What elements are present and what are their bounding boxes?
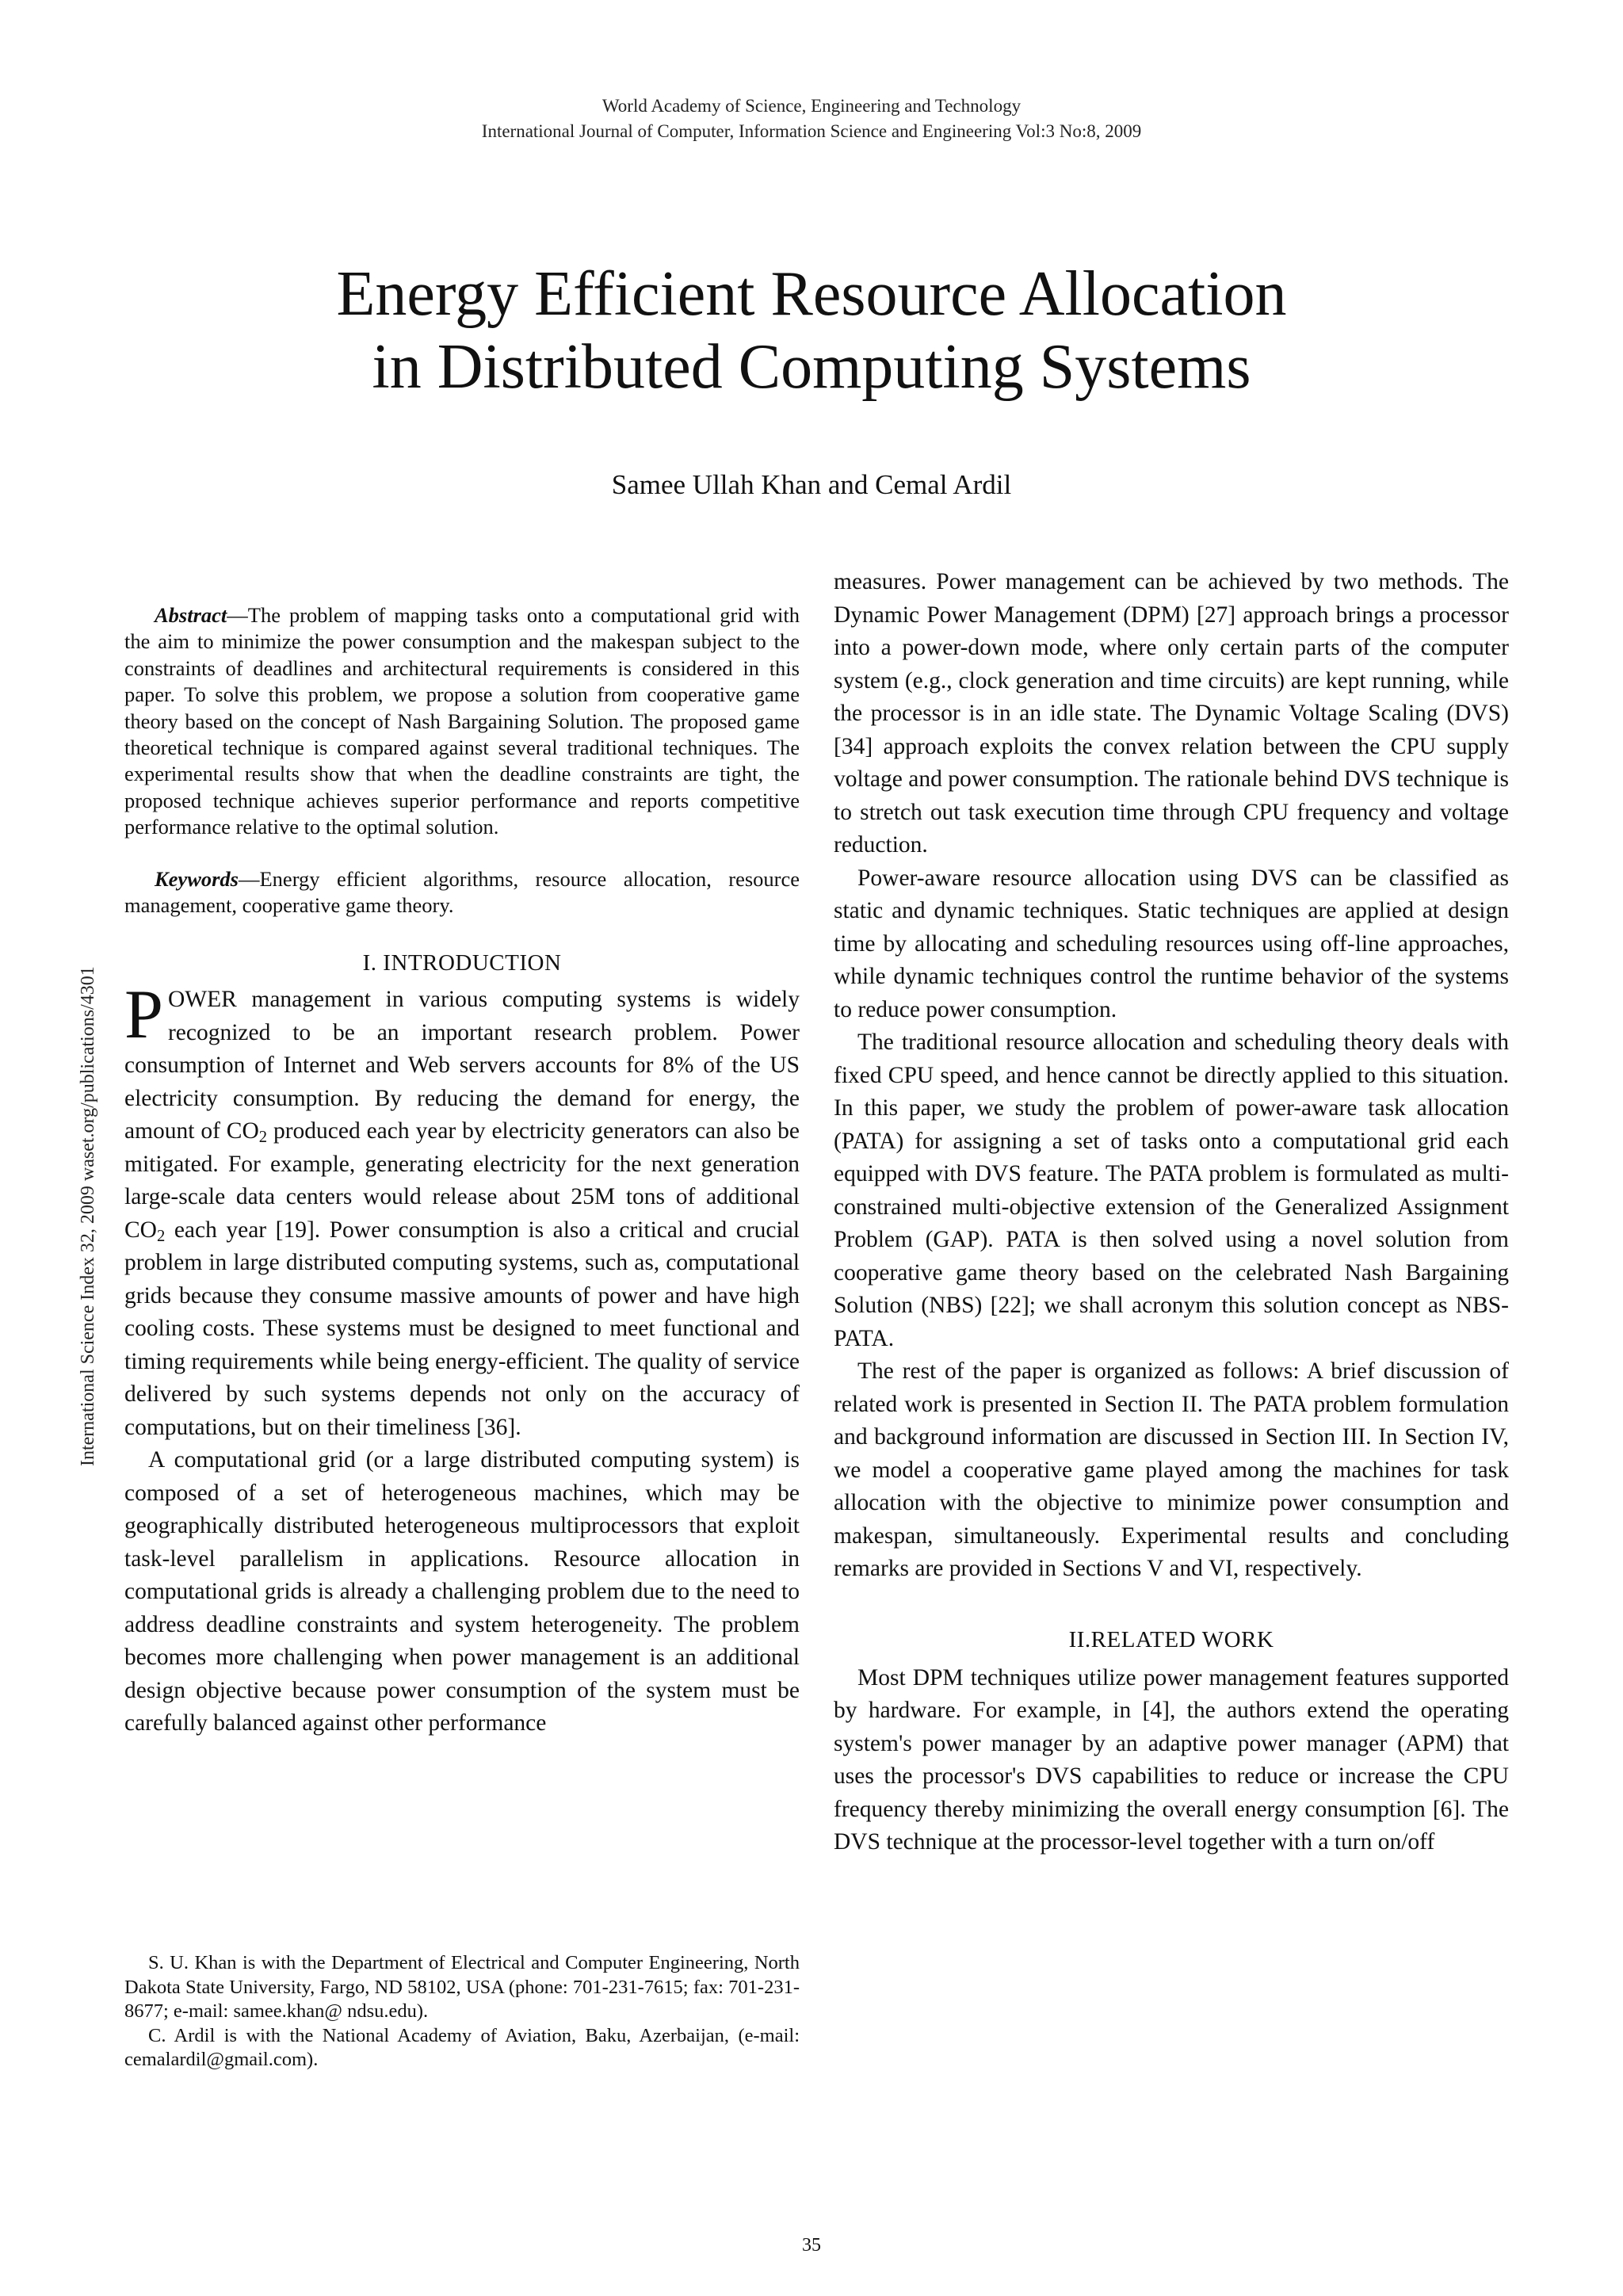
introduction-body — [124, 976, 800, 1740]
footnote-ardil: C. Ardil is with the National Academy of Aviation, Baku, Azerbaijan, (e-mail: cemalardil@gmail.com). — [124, 2024, 800, 2070]
title-line-1: Energy Efficient Resource Allocation — [336, 259, 1287, 329]
abstract-lead: Abstract — [155, 603, 227, 627]
right-paragraph-3: The rest of the paper is organized as follows: A brief discussion of related work is presented in Section II. The PATA problem formulation and background information are discussed in Section III. In Section IV, we model a cooperative game played among the machines for task allocation with the objective to minimize power consumption and makespan, simultaneously. Experimental results and concluding remarks are provided in Sections V and VI, respectively. — [834, 1358, 1509, 1581]
left-column — [124, 602, 800, 1740]
side-index-label: International Science Index 32, 2009 waset.org/publications/4301 — [78, 966, 98, 1466]
page-number: 35 — [802, 2235, 821, 2256]
section-heading-introduction: I. INTRODUCTION — [362, 950, 562, 976]
right-paragraph-1: Power-aware resource allocation using DVS can be classified as static and dynamic techniques. Static techniques are applied at design time by allocating and scheduling resources using off-line approaches, while dynamic techniques control the runtime behavior of the systems to reduce power consumption. — [834, 865, 1509, 1022]
right-column — [834, 566, 1509, 1859]
keywords-text: Energy efficient algorithms, resource allocation, resource management, cooperative game theory. — [124, 866, 800, 918]
intro-paragraph-1: POWER management in various computing systems is widely recognized to be an important research problem. Power consumption of Internet and Web servers accounts for 8% of the US electricity consumption. By reducing the demand for energy, the amount of $CO_2$ produced each year by electricity generators can also be mitigated. For example, generating electricity for the next generation large-scale data centers would release about 25M tons of additional $CO_2$ each year [19]. Power consumption is also a critical and crucial problem in large distributed computing systems, such as, computational grids because they consume massive amounts of power and have high cooling costs. These systems must be designed to meet functional and timing requirements while being energy-efficient. The quality of service delivered by such systems depends not only on the accuracy of computations, but on their timeliness [36]. — [124, 976, 800, 1440]
right-paragraph-2: The traditional resource allocation and scheduling theory deals with fixed CPU speed, and hence cannot be directly applied to this situation. In this paper, we study the problem of power-aware task allocation (PATA) for assigning a set of tasks onto a computational grid each equipped with DVS feature. The PATA problem is formulated as multi-constrained multi-objective extension of the Generalized Assignment Problem (GAP). PATA is then solved using a novel solution from cooperative game theory based on the celebrated Nash Bargaining Solution (NBS) [22]; we shall acronym this solution concept as NBS-PATA. — [834, 1030, 1509, 1351]
related-work-paragraph-1: Most DPM techniques utilize power management features supported by hardware. For example, in [4], the authors extend the operating system's power manager by an adaptive power manager (APM) that uses the processor's DVS capabilities to reduce or increase the CPU frequency thereby minimizing the overall energy consumption [6]. The DVS technique at the processor-level together with a turn on/off — [834, 1664, 1509, 1855]
keywords-lead: Keywords — [155, 866, 239, 891]
section-heading-related-work: II.RELATED WORK — [1068, 1626, 1274, 1652]
abstract — [124, 602, 800, 841]
keywords — [124, 866, 800, 919]
abstract-dash: — — [227, 603, 248, 627]
journal-header — [0, 94, 1623, 144]
footnotes — [124, 1951, 800, 2073]
footnote-khan: S. U. Khan is with the Department of Electrical and Computer Engineering, North Dakota State University, Fargo, ND 58102, USA (phone: 701-231-7615; fax: 701-231-8677; e-mail: samee.khan@ ndsu.edu). — [124, 1952, 800, 2022]
keywords-dash: — — [239, 866, 260, 891]
intro-paragraph-2: A computational grid (or a large distributed computing system) is composed of a set of heterogeneous machines, which may be geographically distributed heterogeneous multiprocessors that exploit task-level parallelism in applications. Resource allocation in computational grids is already a challenging problem due to the need to address deadline constraints and system heterogeneity. The problem becomes more challenging when power management is an additional design objective because power consumption of the system must be carefully balanced against other performance — [124, 1447, 800, 1736]
drop-cap: P — [124, 976, 163, 1054]
header-line-1: World Academy of Science, Engineering and Technology — [601, 96, 1022, 116]
paper-title — [0, 258, 1623, 403]
right-paragraph-0: measures. Power management can be achieved by two methods. The Dynamic Power Management (DPM) [27] approach brings a processor into a power-down mode, where only certain parts of the computer system (e.g., clock generation and time circuits) are kept running, while the processor is in an idle state. The Dynamic Voltage Scaling (DVS) [34] approach exploits the convex relation between the CPU supply voltage and power consumption. The rationale behind DVS technique is to stretch out task execution time through CPU frequency and voltage reduction. — [834, 569, 1509, 858]
header-line-2: International Journal of Computer, Information Science and Engineering Vol:3 No:8, 2009 — [481, 121, 1142, 141]
authors: Samee Ullah Khan and Cemal Ardil — [611, 469, 1012, 500]
title-line-2: in Distributed Computing Systems — [372, 332, 1251, 402]
abstract-text: The problem of mapping tasks onto a computational grid with the aim to minimize the power consumption and the makespan subject to the constraints of deadlines and architectural requirements is considered in this paper. To solve this problem, we propose a solution from cooperative game theory based on the concept of Nash Bargaining Solution. The proposed game theoretical technique is compared against several traditional techniques. The experimental results show that when the deadline constraints are tight, the proposed technique achieves superior performance and reports competitive performance relative to the optimal solution. — [124, 603, 800, 839]
